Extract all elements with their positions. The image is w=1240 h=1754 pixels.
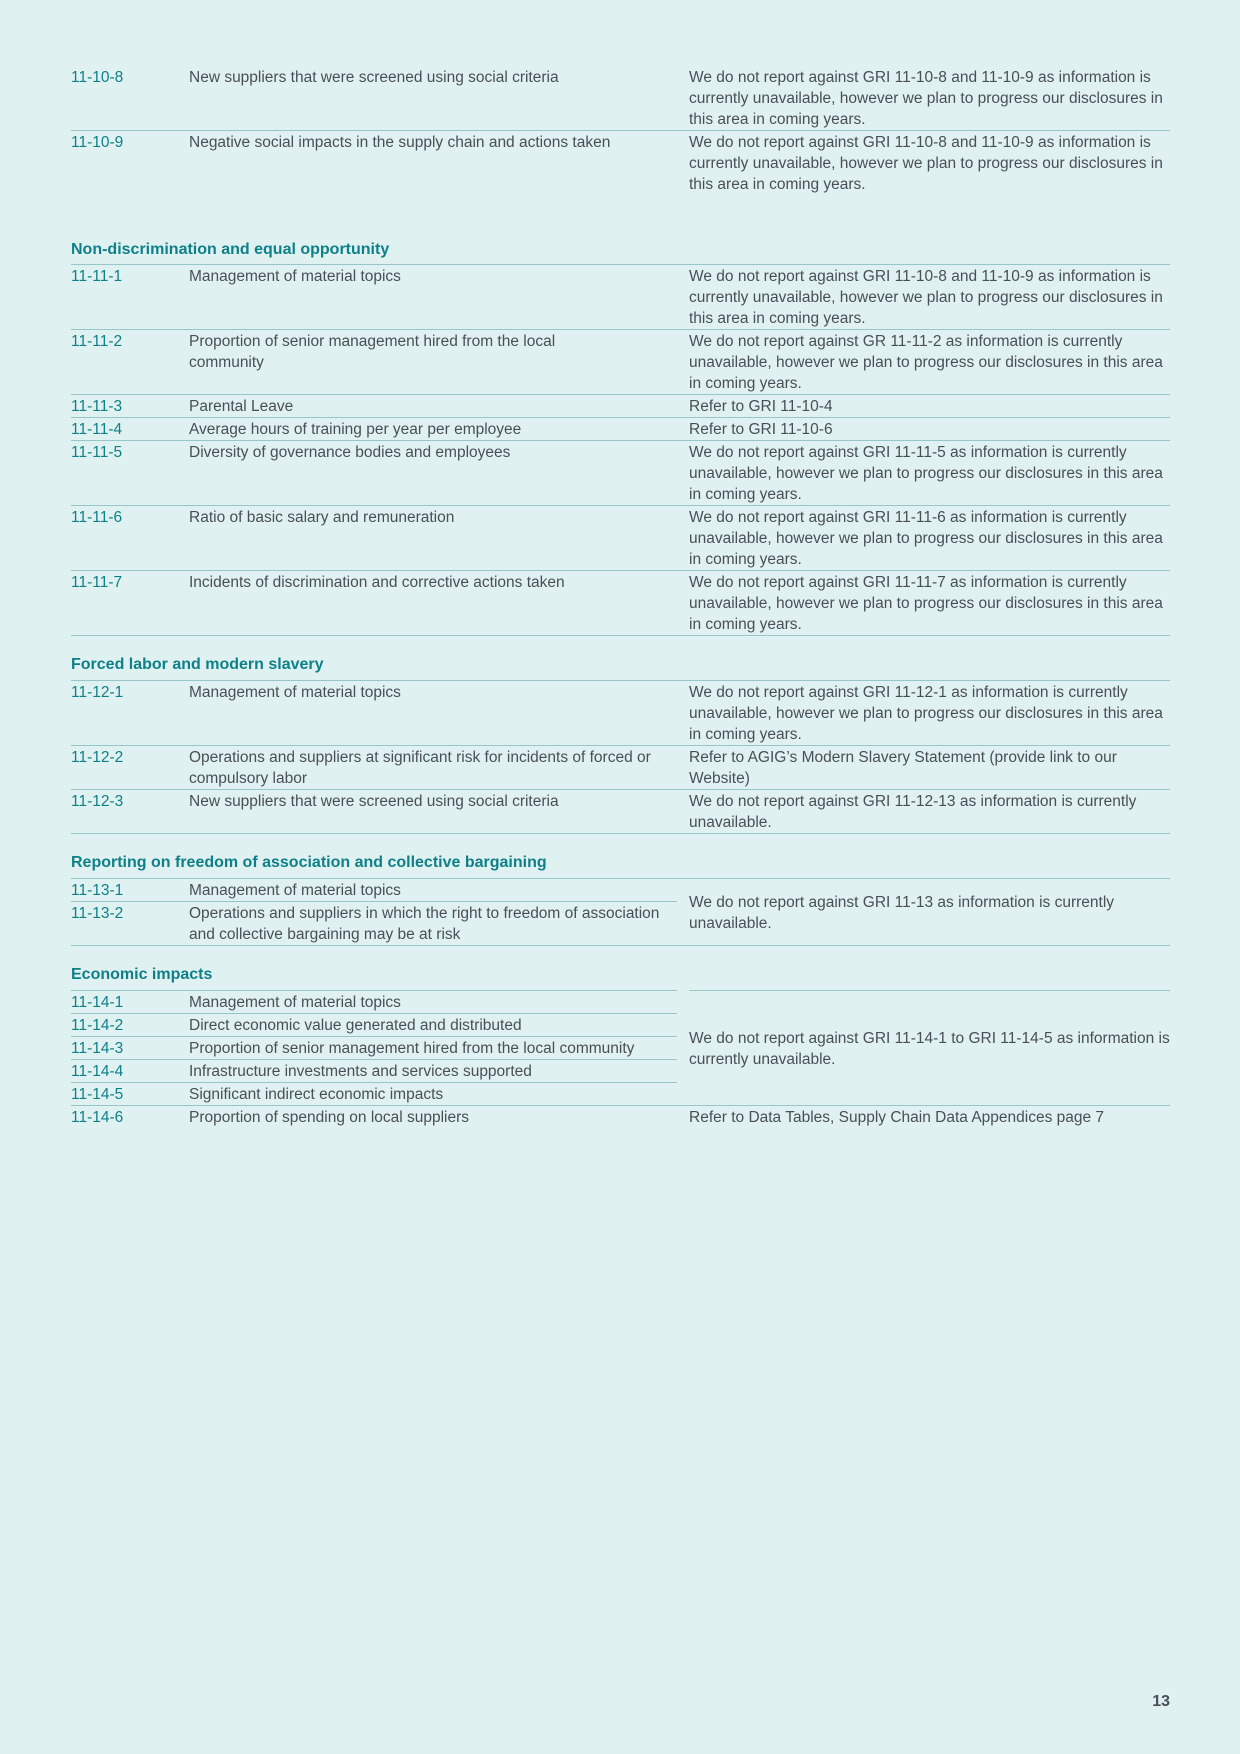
table-row [71, 131, 1170, 196]
non-discrimination-table [71, 264, 1170, 636]
table-row [71, 265, 1170, 330]
supplier-social-table [71, 66, 1170, 195]
table-row [71, 681, 1170, 746]
table-row [71, 991, 1170, 1014]
disclosure-code: 11-11-6 [71, 506, 189, 571]
table-row [71, 441, 1170, 506]
disclosure-description: New suppliers that were screened using social criteria [189, 66, 677, 131]
disclosure-description: Operations and suppliers at significant risk for incidents of forced or compulsory labor [189, 746, 677, 790]
disclosure-description: Infrastructure investments and services supported [189, 1060, 677, 1083]
disclosure-code: 11-11-2 [71, 330, 189, 395]
disclosure-note: We do not report against GRI 11-11-7 as information is currently unavailable, however we plan to progress our disclosures in this area in coming years. [689, 571, 1170, 636]
disclosure-code: 11-14-1 [71, 991, 189, 1014]
page-number: 13 [1152, 1693, 1170, 1710]
section-title: Reporting on freedom of association and collective bargaining [71, 854, 547, 871]
disclosure-description: Proportion of senior management hired from the local community [189, 1037, 677, 1060]
disclosure-description: Management of material topics [189, 681, 677, 746]
disclosure-description: Proportion of senior management hired from the local community [189, 330, 677, 395]
disclosure-description: Parental Leave [189, 395, 677, 418]
disclosure-note: We do not report against GRI 11-12-13 as information is currently unavailable. [689, 790, 1170, 834]
section-economic-impacts [71, 965, 1170, 1128]
disclosure-description: Diversity of governance bodies and employees [189, 441, 677, 506]
disclosure-note: Refer to GRI 11-10-6 [689, 418, 1170, 441]
disclosure-code: 11-14-3 [71, 1037, 189, 1060]
disclosure-note: Refer to GRI 11-10-4 [689, 395, 1170, 418]
table-row [71, 66, 1170, 131]
table-row [71, 879, 1170, 902]
table-row [71, 571, 1170, 636]
disclosure-description: Proportion of spending on local suppliers [189, 1106, 677, 1129]
table-row [71, 790, 1170, 834]
disclosure-code: 11-14-2 [71, 1014, 189, 1037]
disclosure-description: Significant indirect economic impacts [189, 1083, 677, 1106]
disclosure-description: Operations and suppliers in which the right to freedom of association and collective bargaining may be at risk [189, 902, 677, 946]
disclosure-code: 11-10-9 [71, 134, 124, 151]
disclosure-code: 11-13-2 [71, 902, 189, 946]
disclosure-description: Management of material topics [189, 879, 677, 902]
gri-content-index-page [71, 66, 1170, 1128]
table-row [71, 395, 1170, 418]
section-title: Non-discrimination and equal opportunity [71, 241, 390, 258]
disclosure-code: 11-11-3 [71, 395, 189, 418]
disclosure-code: 11-11-7 [71, 571, 189, 636]
disclosure-description: Incidents of discrimination and corrective actions taken [189, 571, 677, 636]
disclosure-description: Ratio of basic salary and remuneration [189, 506, 677, 571]
disclosure-description: Average hours of training per year per employee [189, 418, 677, 441]
disclosure-code: 11-14-6 [71, 1106, 189, 1129]
disclosure-note: We do not report against GRI 11-11-5 as information is currently unavailable, however we plan to progress our disclosures in this area in coming years. [689, 441, 1170, 506]
section-freedom-of-association [71, 853, 1170, 946]
disclosure-description: Direct economic value generated and distributed [189, 1014, 677, 1037]
disclosure-note: We do not report against GRI 11-13 as information is currently unavailable. [689, 879, 1170, 946]
economic-impacts-table [71, 990, 1170, 1128]
table-row [71, 506, 1170, 571]
disclosure-description: Negative social impacts in the supply chain and actions taken [189, 134, 611, 151]
table-row [71, 330, 1170, 395]
section-forced-labor [71, 655, 1170, 834]
section-title: Forced labor and modern slavery [71, 656, 324, 673]
disclosure-code: 11-14-5 [71, 1083, 189, 1106]
disclosure-note: We do not report against GRI 11-14-1 to GRI 11-14-5 as information is currently unavailable. [689, 991, 1170, 1106]
forced-labor-table [71, 680, 1170, 834]
disclosure-code: 11-14-4 [71, 1060, 189, 1083]
disclosure-note: We do not report against GRI 11-12-1 as information is currently unavailable, however we plan to progress our disclosures in this area in coming years. [689, 681, 1170, 746]
disclosure-code: 11-11-1 [71, 265, 189, 330]
section-supplier-social-assessment [71, 66, 1170, 195]
disclosure-note: We do not report against GR 11-11-2 as information is currently unavailable, however we plan to progress our disclosures in this area in coming years. [689, 330, 1170, 395]
disclosure-note: We do not report against GRI 11-10-8 and 11-10-9 as information is currently unavailable, however we plan to progress our disclosures in this area in coming years. [689, 265, 1170, 330]
disclosure-code: 11-12-1 [71, 681, 189, 746]
table-row [71, 1106, 1170, 1129]
disclosure-code: 11-12-3 [71, 790, 189, 834]
section-title: Economic impacts [71, 966, 213, 983]
table-row [71, 418, 1170, 441]
disclosure-code: 11-12-2 [71, 746, 189, 790]
disclosure-code: 11-10-8 [71, 66, 189, 131]
table-row [71, 746, 1170, 790]
disclosure-note: We do not report against GRI 11-10-8 and 11-10-9 as information is currently unavailable, however we plan to progress our disclosures in this area in coming years. [689, 134, 1163, 193]
disclosure-note: Refer to Data Tables, Supply Chain Data Appendices page 7 [689, 1106, 1170, 1129]
disclosure-code: 11-11-4 [71, 418, 189, 441]
disclosure-note: We do not report against GRI 11-10-8 and 11-10-9 as information is currently unavailable, however we plan to progress our disclosures in this area in coming years. [689, 66, 1170, 131]
disclosure-description: Management of material topics [189, 991, 677, 1014]
disclosure-description: Management of material topics [189, 265, 677, 330]
disclosure-code: 11-11-5 [71, 441, 189, 506]
disclosure-note: Refer to AGIG’s Modern Slavery Statement (provide link to our Website) [689, 746, 1170, 790]
disclosure-note: We do not report against GRI 11-11-6 as information is currently unavailable, however we plan to progress our disclosures in this area in coming years. [689, 506, 1170, 571]
disclosure-description: New suppliers that were screened using social criteria [189, 790, 677, 834]
disclosure-code: 11-13-1 [71, 879, 189, 902]
freedom-of-association-table [71, 878, 1170, 946]
section-non-discrimination [71, 240, 1170, 636]
